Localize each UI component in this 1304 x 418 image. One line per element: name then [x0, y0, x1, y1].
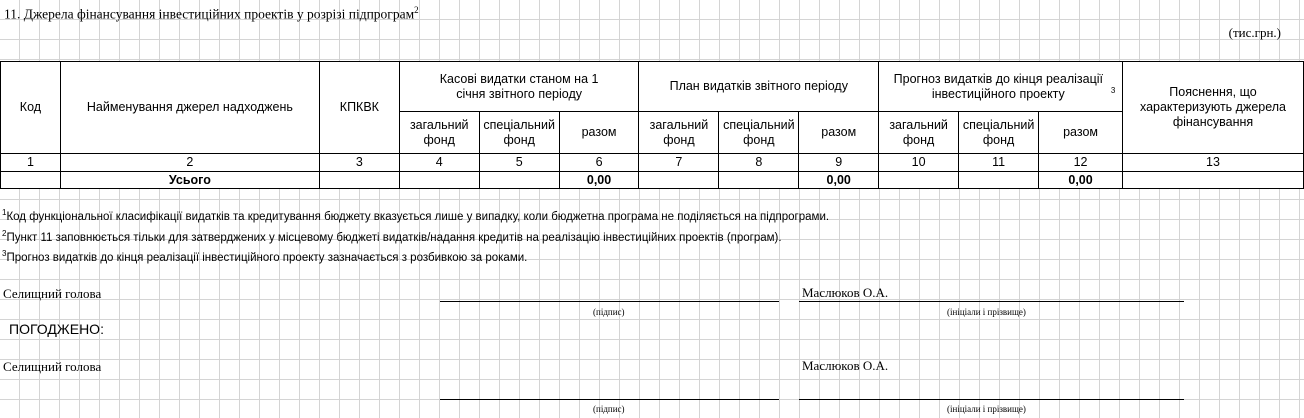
signature-2-sign-hint: (підпис) [593, 404, 625, 414]
col-number: 7 [639, 154, 719, 172]
signature-2-role: Селищний голова [3, 359, 102, 374]
signature-2-name-hint: (ініціали і прізвище) [947, 404, 1026, 414]
total-forecast-sum: 0,00 [1039, 172, 1123, 189]
col-number: 9 [799, 154, 879, 172]
header-forecast-total: разом [1039, 112, 1123, 154]
signature-2-line [440, 399, 779, 400]
header-explanation-text: Пояснення, що характеризують джерела фінансування [1139, 85, 1287, 129]
col-number: 8 [719, 154, 799, 172]
header-cash-expenses-text: Касові видатки станом на 1 січня звітного періоду [439, 71, 599, 101]
section-title [4, 5, 419, 23]
footnote-1-text: Код функціональної класифікації видатків та кредитування бюджету вказується лише у випадку, коли бюджетна програма не поділяється на підпрограми. [6, 210, 830, 223]
header-plan-expenses: План видатків звітного періоду [639, 62, 879, 112]
total-row [1, 172, 1304, 189]
footnote-3-text: Прогноз видатків до кінця реалізації інвестиційного проекту зазначається з розбивкою за роками. [6, 251, 528, 264]
total-code-cell [1, 172, 61, 189]
col-number: 3 [319, 154, 399, 172]
col-number: 10 [879, 154, 959, 172]
signature-1-line [440, 301, 779, 302]
financing-sources-table [0, 61, 1304, 189]
signature-1-sign-hint: (підпис) [593, 307, 625, 317]
total-kpkvk-cell [319, 172, 399, 189]
header-plan-special: спеціальний фонд [719, 112, 799, 154]
signature-1-name-line [799, 301, 1184, 302]
header-cash-special: спеціальний фонд [479, 112, 559, 154]
column-number-row [1, 154, 1304, 172]
total-cash-general-cell [399, 172, 479, 189]
header-forecast-expenses [879, 62, 1123, 112]
col-number: 2 [60, 154, 319, 172]
footnote-1 [2, 208, 829, 223]
total-plan-general-cell [639, 172, 719, 189]
total-explanation-cell [1123, 172, 1304, 189]
header-plan-general: загальний фонд [639, 112, 719, 154]
total-forecast-special-cell [959, 172, 1039, 189]
header-forecast-special: спеціальний фонд [959, 112, 1039, 154]
total-cash-sum: 0,00 [559, 172, 639, 189]
header-kpkvk: КПКВК [319, 62, 399, 154]
signature-1-name: Маслюков О.А. [802, 285, 889, 300]
header-code: Код [1, 62, 61, 154]
footnote-2 [2, 229, 782, 244]
total-label: Усього [60, 172, 319, 189]
col-number: 4 [399, 154, 479, 172]
signature-1-name-hint: (ініціали і прізвище) [947, 307, 1026, 317]
total-cash-special-cell [479, 172, 559, 189]
total-plan-sum: 0,00 [799, 172, 879, 189]
section-title-text: 11. Джерела фінансування інвестиційних проектів у розрізі підпрограм [4, 6, 415, 22]
header-cash-total: разом [559, 112, 639, 154]
footnote-3 [2, 249, 527, 264]
approved-label: ПОГОДЖЕНО: [9, 321, 104, 337]
header-row-groups [1, 62, 1304, 112]
header-forecast-expenses-text: Прогноз видатків до кінця реалізації інвестиційного проекту [893, 71, 1104, 101]
footnote-1-number: 1 [2, 208, 7, 217]
header-cash-expenses [399, 62, 639, 112]
footnote-3-number: 3 [2, 249, 7, 258]
footnote-2-number: 2 [2, 229, 7, 238]
total-plan-special-cell [719, 172, 799, 189]
header-forecast-general: загальний фонд [879, 112, 959, 154]
col-number: 5 [479, 154, 559, 172]
signature-2-name: Маслюков О.А. [802, 358, 889, 373]
col-number: 11 [959, 154, 1039, 172]
section-title-footnote-ref: 2 [414, 5, 419, 15]
col-number: 12 [1039, 154, 1123, 172]
header-cash-general: загальний фонд [399, 112, 479, 154]
header-explanation [1123, 62, 1304, 154]
col-number: 13 [1123, 154, 1304, 172]
header-plan-total: разом [799, 112, 879, 154]
header-source-name: Найменування джерел надходжень [60, 62, 319, 154]
col-number: 1 [1, 154, 61, 172]
unit-label: (тис.грн.) [1228, 25, 1281, 40]
header-forecast-footnote-ref: 3 [1110, 85, 1116, 95]
col-number: 6 [559, 154, 639, 172]
total-forecast-general-cell [879, 172, 959, 189]
signature-1-role: Селищний голова [3, 286, 102, 301]
signature-2-name-line [799, 399, 1184, 400]
footnote-2-text: Пункт 11 заповнюється тільки для затверджених у місцевому бюджеті видатків/надання кредитів на реалізацію інвестиційних проектів (програм). [6, 231, 782, 244]
